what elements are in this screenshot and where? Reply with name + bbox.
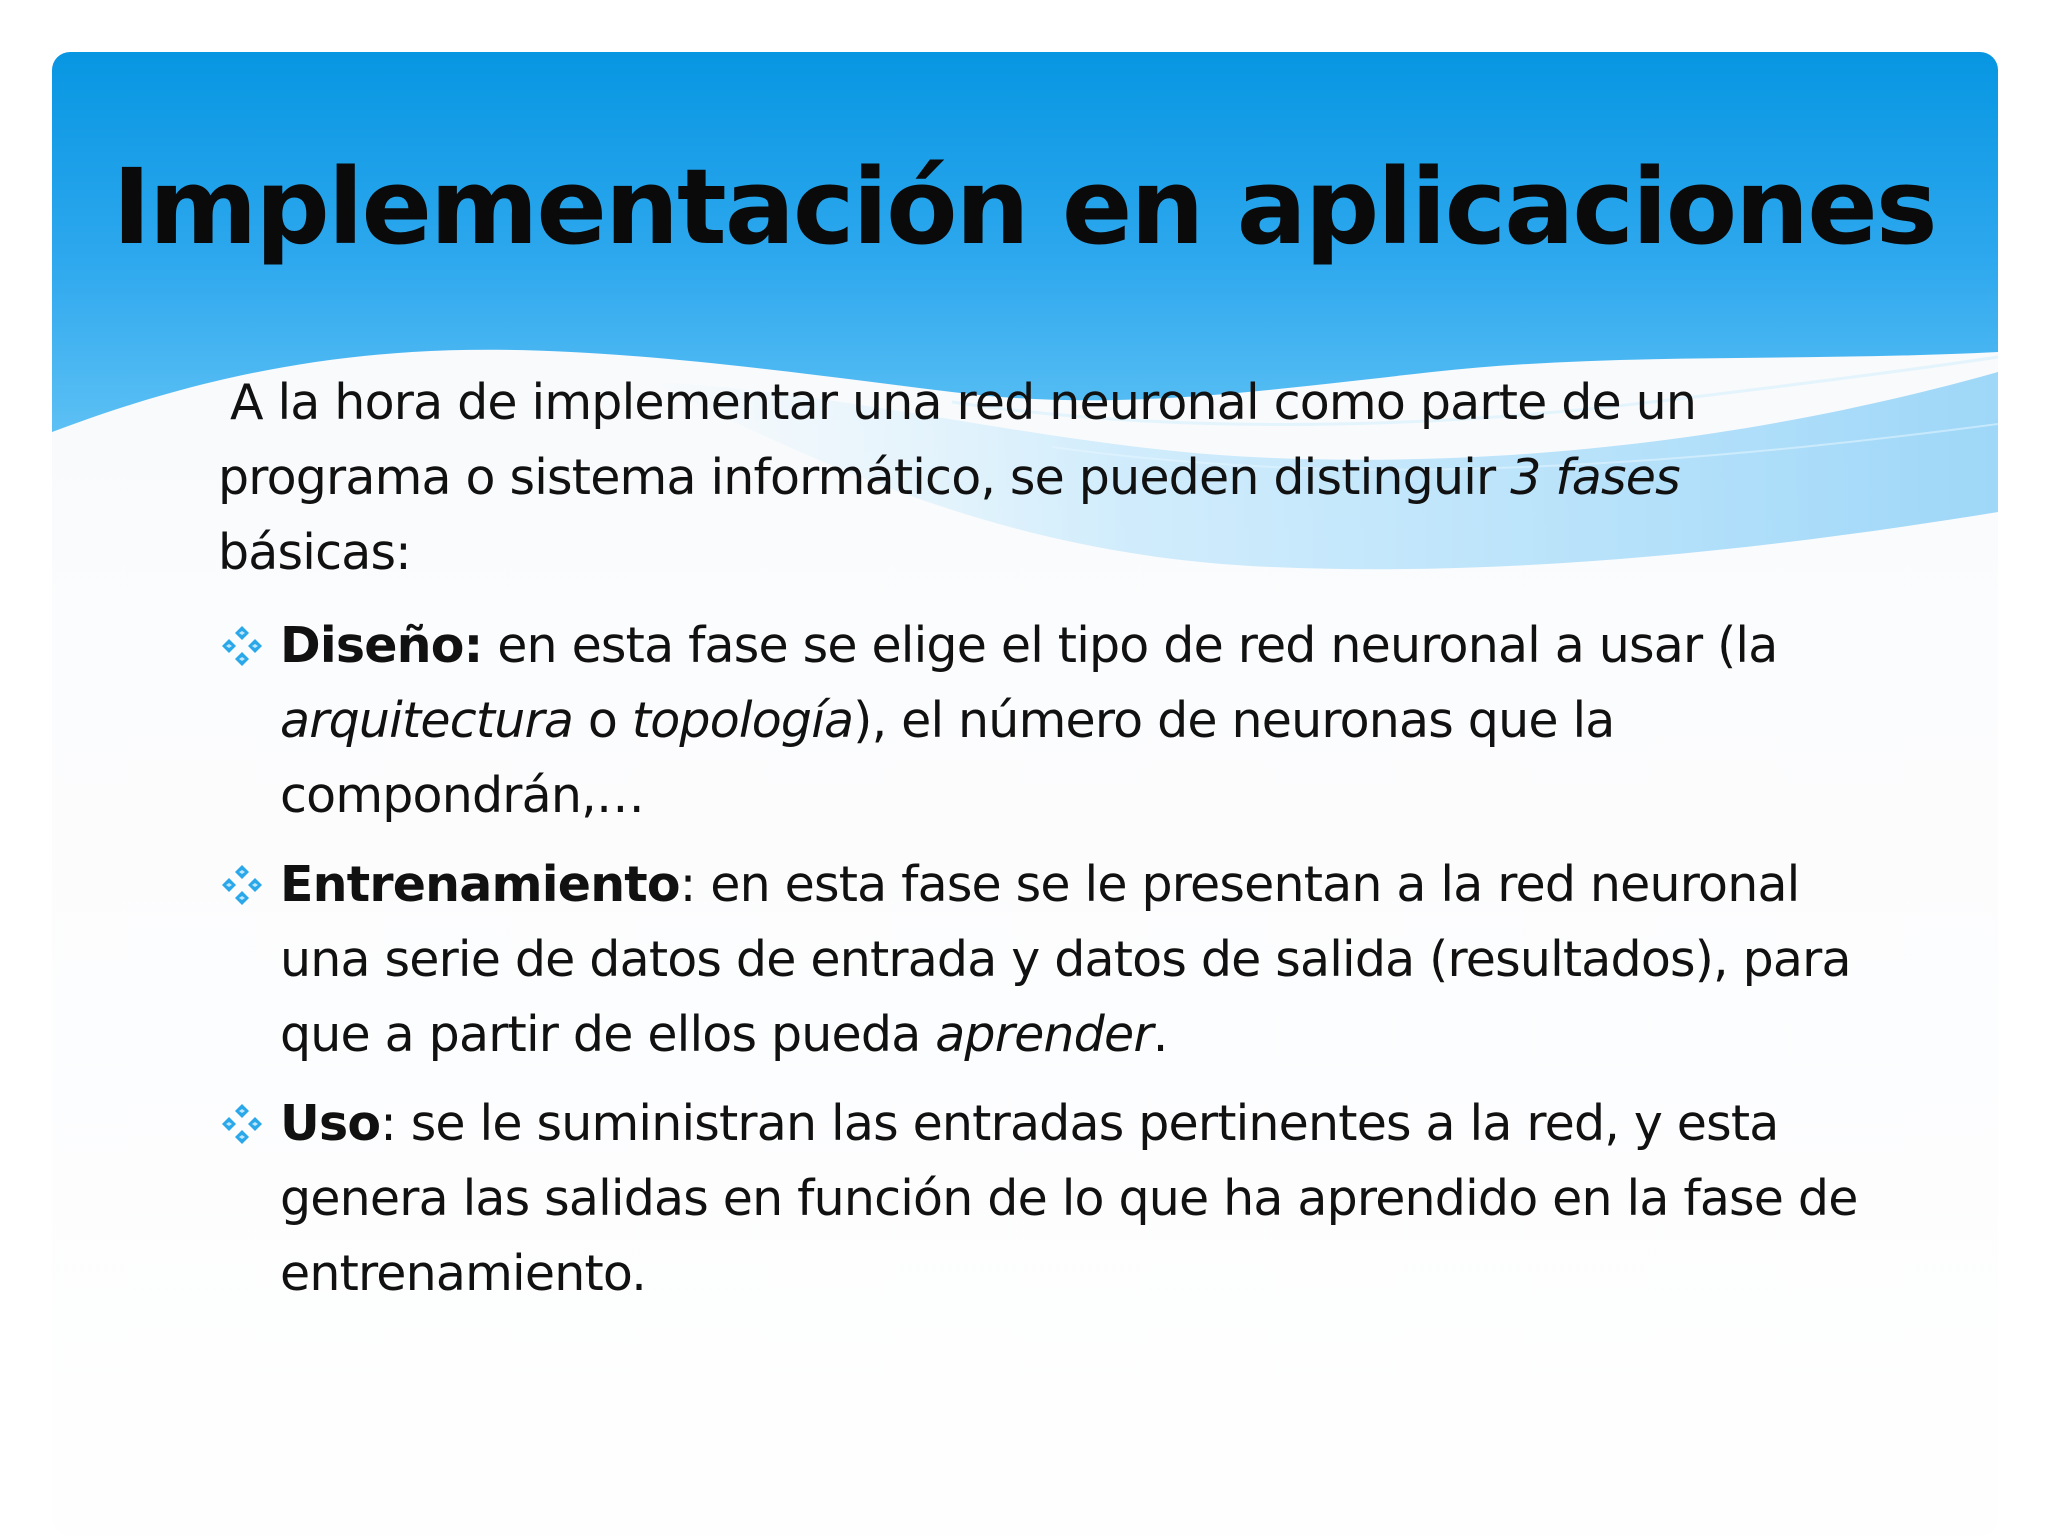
intro-emphasis: 3 fases — [1510, 449, 1680, 506]
slide-body — [218, 365, 1878, 1325]
list-item-diseno — [218, 608, 1878, 833]
intro-paragraph — [218, 365, 1878, 590]
four-diamond-icon — [218, 1100, 266, 1148]
term-entrenamiento: Entrenamiento — [280, 856, 680, 913]
bullet-text: en esta fase se elige el tipo de red neuronal a usar (la — [482, 617, 1778, 674]
slide-title: Implementación en aplicaciones — [112, 146, 1936, 268]
phase-list — [218, 608, 1878, 1311]
four-diamond-icon — [218, 861, 266, 909]
intro-text: A la hora de implementar una red neuronal como parte de un programa o sistema informático, se pueden distinguir — [218, 374, 1697, 506]
bullet-text: : se le suministran las entradas pertinentes a la red, y esta genera las salidas en función de lo que ha aprendido en la fase de entrenamiento. — [280, 1095, 1858, 1302]
list-item-entrenamiento — [218, 847, 1878, 1072]
bullet-emphasis: aprender — [935, 1006, 1153, 1063]
intro-text-end: básicas: — [218, 524, 411, 581]
bullet-emphasis: topología — [631, 692, 854, 749]
bullet-text: ), el número de neuronas que la compondrán,… — [280, 692, 1615, 824]
bullet-text: . — [1152, 1006, 1168, 1063]
list-item-uso — [218, 1086, 1878, 1311]
term-diseno: Diseño: — [280, 617, 483, 674]
four-diamond-icon — [218, 622, 266, 670]
bullet-emphasis: arquitectura — [280, 692, 574, 749]
bullet-text: o — [573, 692, 632, 749]
term-uso: Uso — [280, 1095, 381, 1152]
bullet-text: : en esta fase se le presentan a la red neuronal una serie de datos de entrada y datos de salida (resultados), para que a partir de ellos pueda — [280, 856, 1851, 1063]
